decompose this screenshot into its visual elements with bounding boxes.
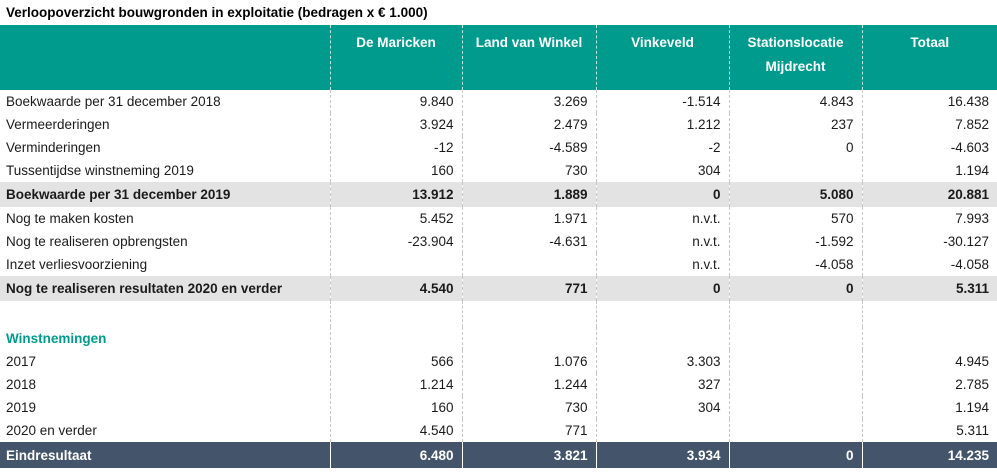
cell-value (729, 350, 862, 373)
cell-value: n.v.t. (596, 207, 729, 230)
cell-value (462, 301, 596, 327)
row-label: Vermeerderingen (0, 113, 330, 136)
cell-value (596, 301, 729, 327)
cell-value: 14.235 (862, 442, 997, 468)
cell-value: 4.540 (330, 276, 462, 301)
cell-value: 7.993 (955, 211, 989, 226)
cell-value: 4.540 (330, 419, 462, 442)
row-label: Inzet verliesvoorziening (0, 253, 330, 276)
table-row (0, 276, 997, 301)
cell-value: -30.127 (943, 234, 989, 249)
cell-value: 1.194 (955, 163, 989, 178)
cell-value (596, 327, 729, 350)
cell-value: n.v.t. (596, 253, 729, 276)
cell-value: 0 (729, 276, 862, 301)
cell-value: -1.514 (596, 90, 729, 113)
cell-value: 3.821 (462, 442, 596, 468)
table-row (0, 396, 997, 419)
row-label: Nog te realiseren resultaten 2020 en verder (0, 276, 330, 301)
cell-value: -12 (330, 136, 462, 159)
row-label: Winstnemingen (0, 327, 330, 350)
cell-value: 570 (729, 207, 862, 230)
cell-value: 4.945 (955, 354, 989, 369)
cell-value (330, 253, 462, 276)
row-label: Nog te maken kosten (0, 207, 330, 230)
cell-value: -4.603 (950, 140, 989, 155)
table-row (0, 182, 997, 207)
cell-value: 327 (596, 373, 729, 396)
cell-value (462, 253, 596, 276)
cell-value: 730 (462, 159, 596, 182)
table-row (0, 350, 997, 373)
cell-value: -1.592 (729, 230, 862, 253)
cell-value: 1.076 (462, 350, 596, 373)
cell-value (462, 327, 596, 350)
cell-value: 730 (462, 396, 596, 419)
cell-value (330, 327, 462, 350)
cell-value: 5.080 (729, 182, 862, 207)
cell-value: -2 (596, 136, 729, 159)
cell-value: 1.214 (330, 373, 462, 396)
table-header-row (0, 25, 997, 90)
cell-value (596, 419, 729, 442)
table-row (0, 327, 997, 350)
cell-value (729, 159, 862, 182)
header-cell: De Maricken (330, 25, 462, 90)
cell-value (729, 396, 862, 419)
cell-value (729, 419, 862, 442)
header-cell: Totaal (862, 25, 997, 90)
cell-value: 771 (462, 276, 596, 301)
table-row (0, 113, 997, 136)
cell-value: 0 (729, 136, 862, 159)
table-row (0, 207, 997, 230)
page-title: Verloopoverzicht bouwgronden in exploitatie (bedragen x € 1.000) (6, 5, 428, 20)
cell-value: 5.452 (330, 207, 462, 230)
row-label (0, 301, 330, 327)
row-label: 2020 en verder (0, 419, 330, 442)
cell-value: 304 (596, 396, 729, 419)
cell-value: 2.479 (462, 113, 596, 136)
cell-value: -4.589 (462, 136, 596, 159)
cell-value: -23.904 (330, 230, 462, 253)
cell-value: 3.924 (330, 113, 462, 136)
cell-value: 5.311 (862, 276, 997, 301)
cell-value: 1.971 (462, 207, 596, 230)
cell-value: 6.480 (330, 442, 462, 468)
cell-value: n.v.t. (596, 230, 729, 253)
table-row (0, 159, 997, 182)
verloopoverzicht-table (0, 25, 997, 468)
cell-value: -4.058 (950, 257, 989, 272)
cell-value: 771 (462, 419, 596, 442)
row-label: 2018 (0, 373, 330, 396)
cell-value: 13.912 (330, 182, 462, 207)
row-label: 2019 (0, 396, 330, 419)
cell-value: 304 (596, 159, 729, 182)
header-cell-rowlabels (0, 25, 330, 90)
cell-value (729, 301, 862, 327)
cell-value: 20.881 (862, 182, 997, 207)
cell-value: -4.631 (462, 230, 596, 253)
cell-value: 160 (330, 396, 462, 419)
cell-value: 7.852 (955, 117, 989, 132)
row-label: Eindresultaat (0, 442, 330, 468)
cell-value: 1.889 (462, 182, 596, 207)
cell-value: 1.212 (596, 113, 729, 136)
cell-value: 1.244 (462, 373, 596, 396)
table-row (0, 230, 997, 253)
row-label: Tussentijdse winstneming 2019 (0, 159, 330, 182)
cell-value: 0 (729, 442, 862, 468)
cell-value (330, 301, 462, 327)
cell-value: 16.438 (947, 94, 989, 109)
cell-value: 160 (330, 159, 462, 182)
row-label: Verminderingen (0, 136, 330, 159)
cell-value: 566 (330, 350, 462, 373)
cell-value: 2.785 (955, 377, 989, 392)
table-row (0, 419, 997, 442)
table-row (0, 373, 997, 396)
table-row (0, 442, 997, 468)
cell-value: 237 (729, 113, 862, 136)
table-row (0, 90, 997, 113)
cell-value: 4.843 (729, 90, 862, 113)
cell-value: 5.311 (956, 423, 989, 438)
row-label: Boekwaarde per 31 december 2018 (0, 90, 330, 113)
cell-value: 1.194 (955, 400, 989, 415)
header-cell: Land van Winkel (462, 25, 596, 90)
cell-value: 3.934 (596, 442, 729, 468)
row-label: 2017 (0, 350, 330, 373)
row-label: Boekwaarde per 31 december 2019 (0, 182, 330, 207)
cell-value: 0 (596, 276, 729, 301)
cell-value: 9.840 (330, 90, 462, 113)
table-row (0, 136, 997, 159)
table-row (0, 301, 997, 327)
table-row (0, 253, 997, 276)
cell-value (729, 373, 862, 396)
cell-value: 0 (596, 182, 729, 207)
cell-value: 3.269 (462, 90, 596, 113)
cell-value (729, 327, 862, 350)
header-cell: Stationslocatie Mijdrecht (729, 25, 862, 90)
cell-value (862, 301, 997, 327)
cell-value: 3.303 (596, 350, 729, 373)
header-cell: Vinkeveld (596, 25, 729, 90)
cell-value (862, 327, 997, 350)
row-label: Nog te realiseren opbrengsten (0, 230, 330, 253)
cell-value: -4.058 (729, 253, 862, 276)
table-body (0, 90, 997, 468)
